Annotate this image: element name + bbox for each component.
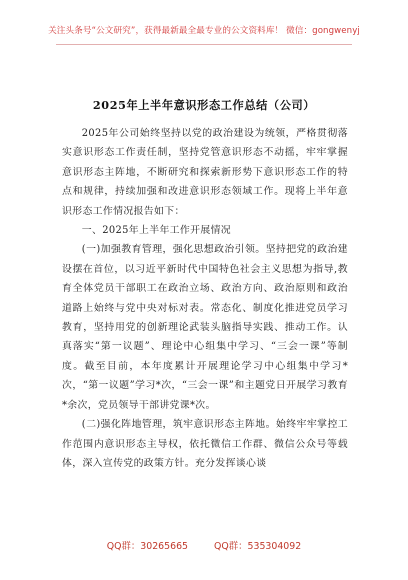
- footer-qq-group-1: QQ群：30265665: [106, 541, 189, 552]
- paragraph-education: (一)加强教育管理，强化思想政治引领。坚持把党的政治建设摆在首位，以习近平新时代中国特色社会主义思想为指导,教育全体党员干部职工在政治立场、政治方向、政治原则和政治道路上始终与党中央对标对表。常态化、制度化推进党员学习教育，坚持用党的创新理论武装头脑指导实践、推动工作。认真落实“第一议题”、理论中心组集中学习、“三会一课”等制度。截至目前，本年度累计开展理论学习中心组集中学习*次，“第一议题”学习*次，“三会一课”和主题党日开展学习教育*余次，党员领导干部讲党课*次。: [62, 244, 348, 411]
- paragraph-intro: 2025年公司始终坚持以党的政治建设为统领，严格贯彻落实意识形态工作责任制，坚持党管意识形态不动摇，牢牢掌握意识形态主阵地，不断研究和探索新形势下意识形态工作的特点和规律，持续加强和改进意识形态领域工作。现将上半年意识形态工作情况报告如下：: [62, 128, 348, 217]
- header-banner: 关注头条号“公文研究”，获得最新最全最专业的公文资料库！ 微信：gongwenyj: [48, 26, 360, 36]
- header-divider: [56, 44, 352, 45]
- section-heading-1: 一、2025年上半年工作开展情况: [81, 225, 232, 237]
- paragraph-position: (二)强化阵地管理，筑牢意识形态主阵地。始终牢牢掌控工作范围内意识形态主导权，依托微信工作群、微信公众号等载体，深入宣传党的政策方针。充分发挥谈心谈: [62, 419, 348, 469]
- footer-qq-groups: [0, 538, 408, 552]
- document-body: [62, 124, 348, 473]
- footer-qq-group-2: QQ群：535304092: [214, 541, 302, 552]
- document-title: 2025年上半年意识形态工作总结（公司）: [92, 98, 316, 112]
